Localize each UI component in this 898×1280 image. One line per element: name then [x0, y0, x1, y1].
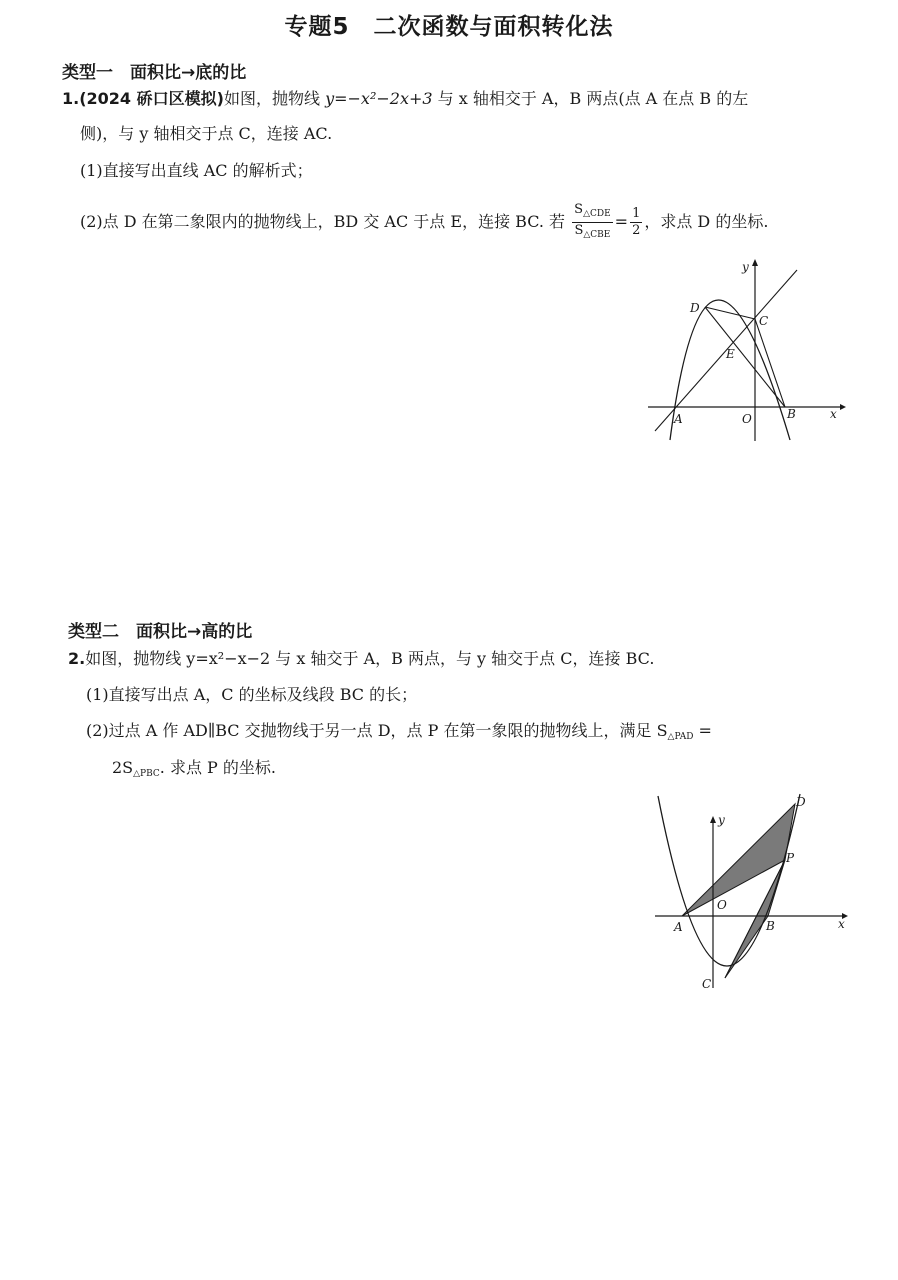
label-a-2: A [674, 920, 683, 934]
segment-db [705, 307, 785, 407]
label-x: x [830, 407, 837, 421]
triangle-pad-shaded [682, 804, 795, 916]
label-x-2: x [838, 917, 845, 931]
page-title: 专题5 二次函数与面积转化法 [284, 14, 614, 40]
label-o: O [742, 412, 752, 426]
problem-1-line-1 [62, 88, 748, 110]
problem-2-part-2-a [86, 720, 712, 748]
frac-equals: = [614, 212, 629, 231]
area-ratio-fraction [572, 202, 613, 243]
y-axis-2-arrow-icon [710, 816, 716, 823]
section-heading-type-one: 类型一 面积比→底的比 [62, 63, 247, 83]
segment-cb [755, 319, 785, 407]
ratio-fraction [630, 206, 642, 239]
problem-2-number: 2. [68, 649, 86, 668]
problem-1-part-2 [80, 202, 768, 243]
label-b-2: B [766, 919, 775, 933]
label-y: y [742, 260, 749, 274]
label-p: P [786, 851, 795, 865]
problem-2-part-2-b [112, 757, 276, 785]
label-d: D [690, 301, 700, 315]
problem-1-equation: y=−x²−2x+3 [325, 89, 433, 108]
problem-2-text: 如图，抛物线 y=x²−x−2 与 x 轴交于 A，B 两点，与 y 轴交于点 C，连接 BC. [85, 649, 655, 668]
problem-1-part-2-pre: (2)点 D 在第二象限内的抛物线上，BD 交 AC 于点 E，连接 BC. 若 [80, 212, 566, 231]
problem-2-part-2-b-pre: 2S [112, 758, 134, 777]
problem-2-part-1: (1)直接写出点 A，C 的坐标及线段 BC 的长； [86, 685, 418, 704]
problem-2-line-1 [68, 648, 654, 670]
problem-1-number: 1. [62, 89, 80, 108]
diagram-2 [650, 792, 855, 992]
label-b: B [787, 407, 796, 421]
frac-den-sub: △CBE [583, 230, 611, 240]
problem-2-part-2-a-text: (2)过点 A 作 AD∥BC 交抛物线于另一点 D，点 P 在第一象限的抛物线上，满足 S [86, 721, 668, 740]
frac-num-s: S [574, 202, 584, 217]
problem-2-part-2-b-sub: △PBC [133, 769, 160, 779]
label-c: C [759, 314, 769, 328]
section-heading-type-two: 类型二 面积比→高的比 [68, 622, 253, 642]
label-y-2: y [718, 813, 725, 827]
ratio-den: 2 [632, 223, 641, 238]
problem-2-part-2-a-end: = [693, 721, 712, 740]
problem-1-text-a: 与 x 轴相交于 A，B 两点(点 A 在点 B 的左 [437, 89, 749, 108]
problem-2-part-2-a-sub: △PAD [667, 732, 694, 742]
problem-1-part-2-post: ，求点 D 的坐标. [644, 212, 769, 231]
frac-den-s: S [574, 223, 584, 238]
frac-num-sub: △CDE [583, 209, 611, 219]
diagram-1 [645, 255, 850, 445]
y-axis-arrow-icon [752, 259, 758, 266]
label-d-2: D [796, 795, 806, 809]
label-c-2: C [702, 977, 712, 991]
problem-1-source: (2024 硚口区模拟) [79, 89, 224, 108]
problem-1-intro: 如图，抛物线 [223, 89, 320, 108]
label-a: A [674, 412, 683, 426]
problem-1-line-2: 侧)，与 y 轴相交于点 C，连接 AC. [80, 124, 333, 143]
problem-1-part-1: (1)直接写出直线 AC 的解析式； [80, 161, 313, 180]
ratio-num: 1 [632, 206, 641, 221]
label-o-2: O [717, 898, 727, 912]
problem-2-part-2-b-post: . 求点 P 的坐标. [159, 758, 276, 777]
x-axis-arrow-icon [840, 404, 846, 410]
label-e: E [726, 347, 735, 361]
